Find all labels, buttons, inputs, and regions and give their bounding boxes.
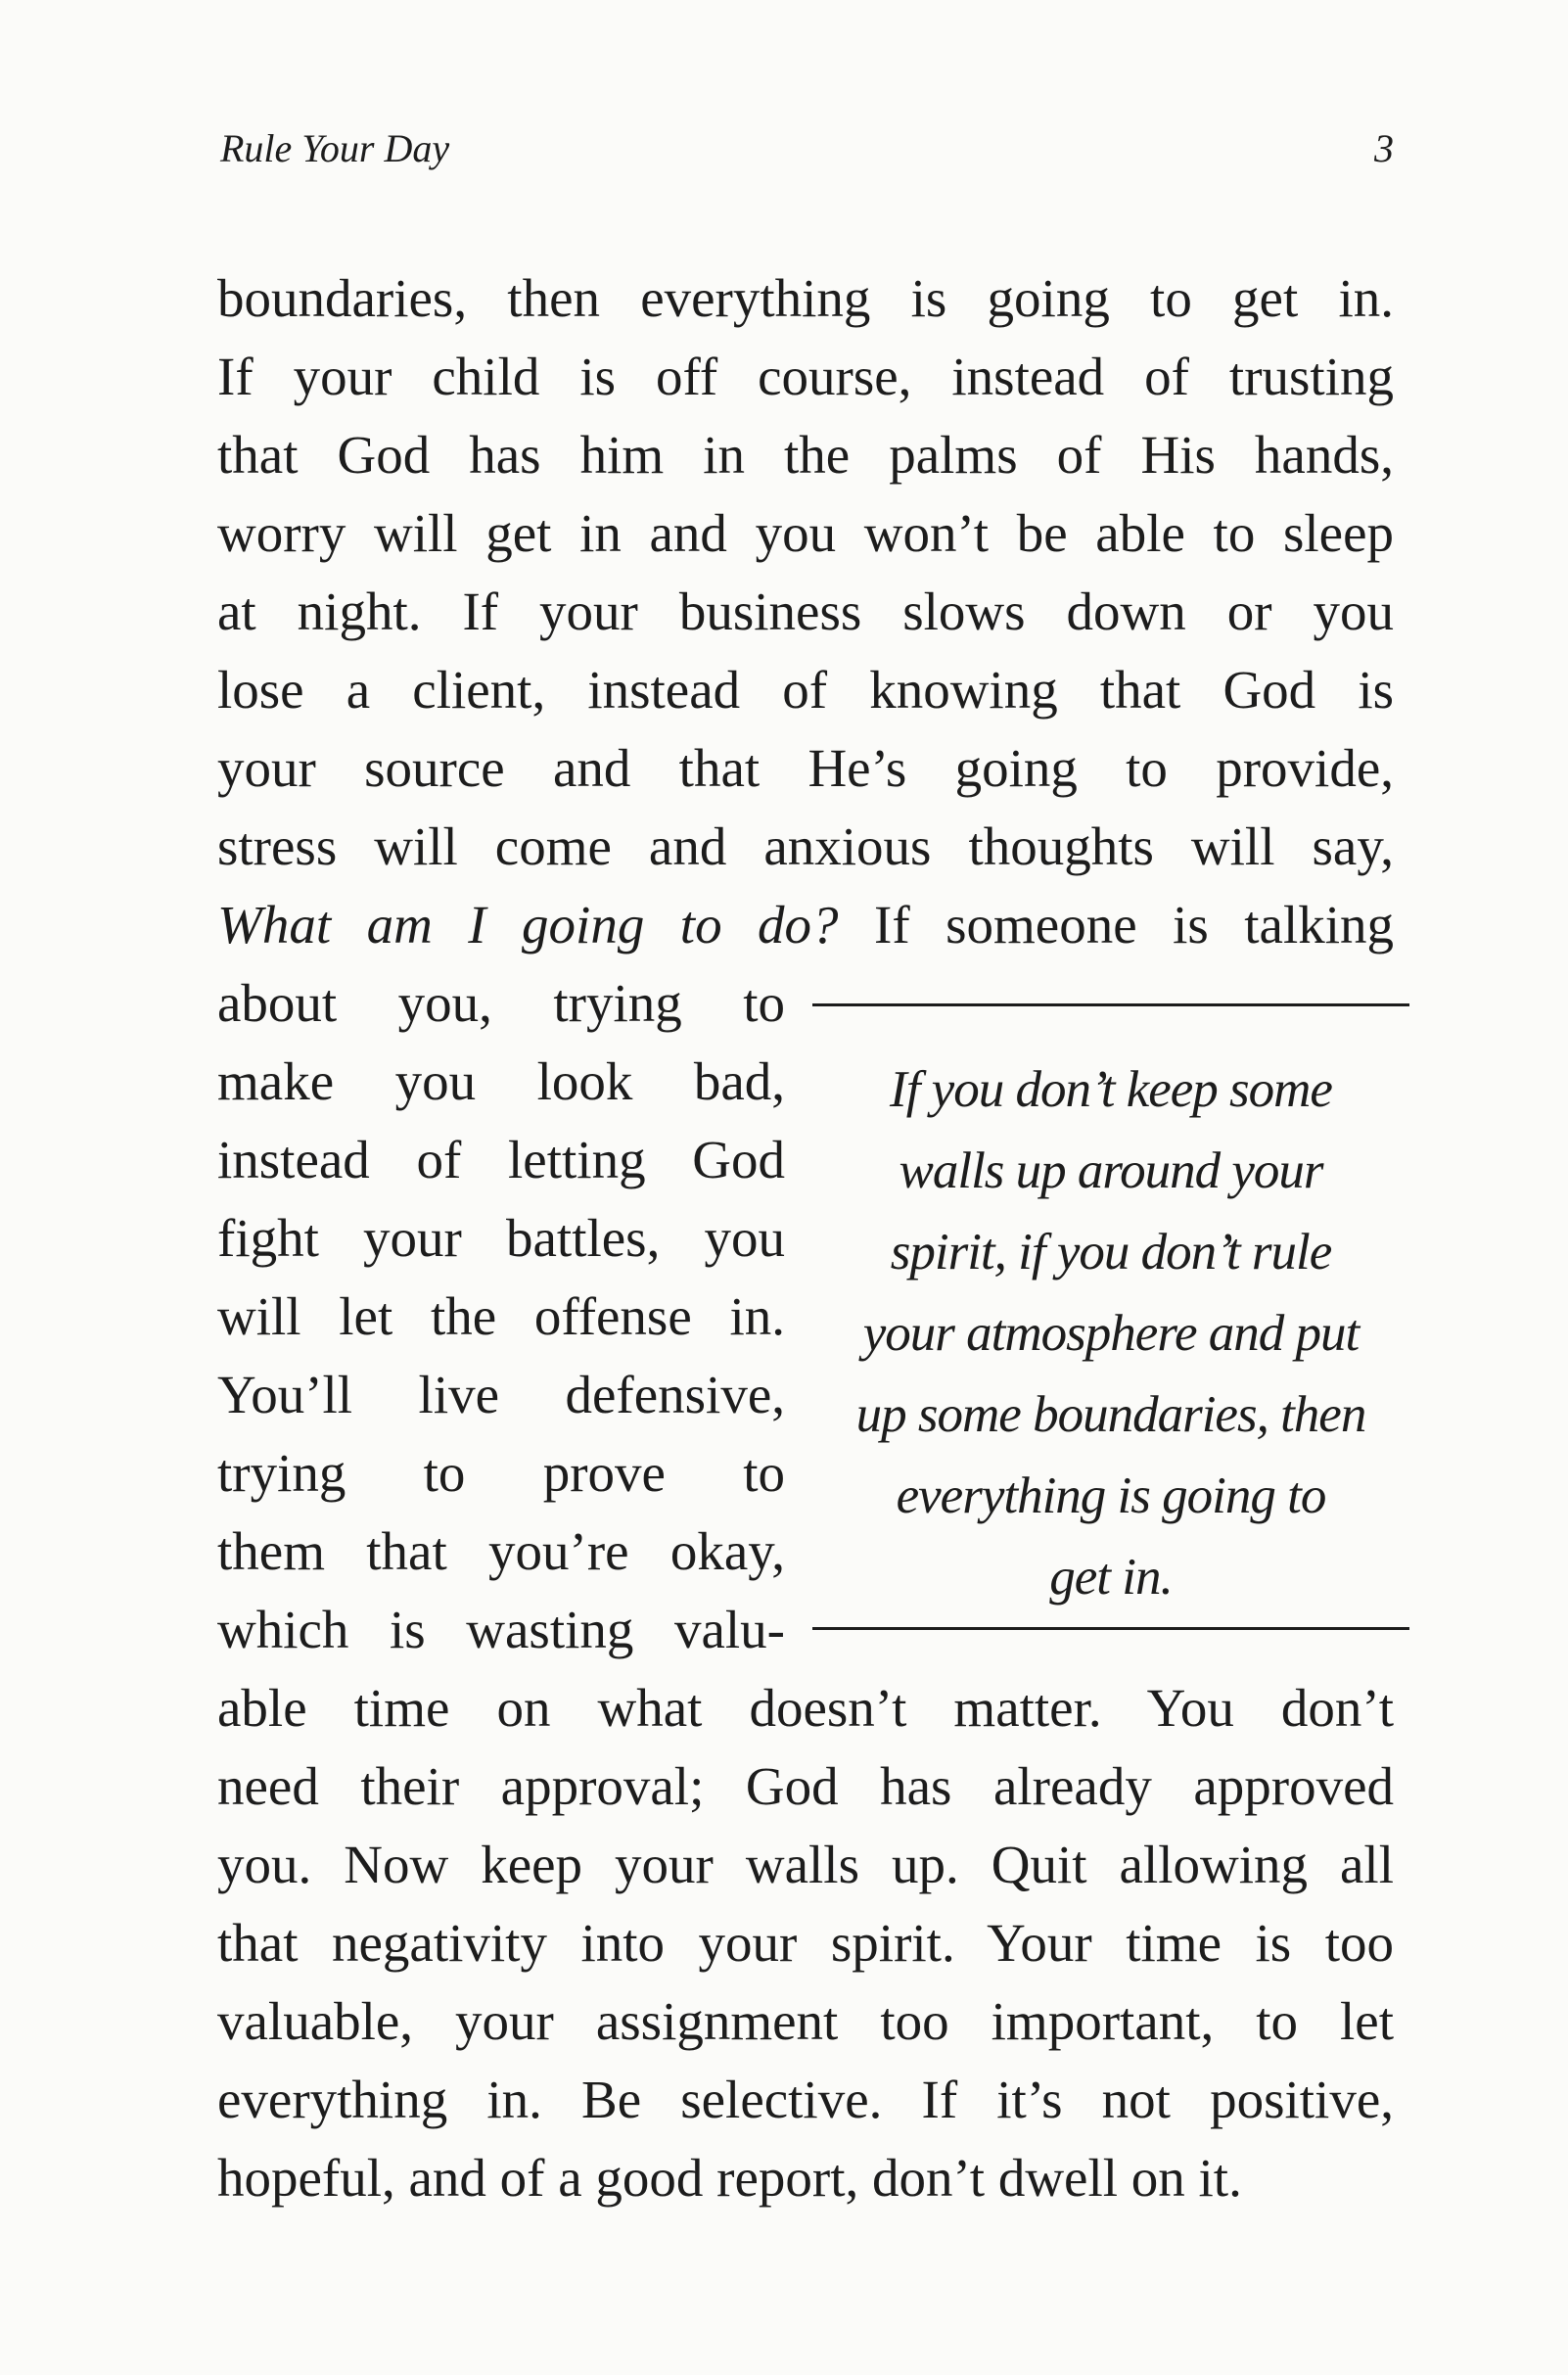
body-line: at night. If your business slows down or you	[217, 582, 1394, 641]
body-line: boundaries, then everything is going to get in.	[217, 268, 1394, 328]
pull-quote-line: up some boundaries, then	[855, 1386, 1366, 1443]
pull-quote	[812, 996, 1409, 1622]
page-number: 3	[1374, 126, 1394, 170]
body-line: You’ll live defensive,	[217, 1365, 785, 1424]
body-line: need their approval; God has already approved	[217, 1756, 1394, 1816]
pull-quote-line: get in.	[1049, 1549, 1173, 1606]
pull-quote-line: If you don’t keep some	[890, 1061, 1332, 1118]
italic-thought: What am I going to do?	[217, 895, 839, 955]
body-line: fight your battles, you	[217, 1208, 785, 1268]
pull-quote-line: spirit, if you don’t rule	[890, 1224, 1332, 1281]
body-line: trying to prove to	[217, 1443, 785, 1503]
body-text-bottom	[217, 1669, 1394, 2217]
body-line: able time on what doesn’t matter. You don’t	[217, 1678, 1394, 1738]
pull-quote-text	[812, 1049, 1409, 1618]
body-line: instead of letting God	[217, 1130, 785, 1189]
body-line: them that you’re okay,	[217, 1521, 785, 1581]
pull-quote-line: walls up around your	[899, 1142, 1323, 1199]
pull-quote-top-rule	[812, 1003, 1409, 1006]
body-line: everything in. Be selective. If it’s not positive,	[217, 2070, 1394, 2129]
pull-quote-bottom-rule	[812, 1627, 1409, 1630]
body-line: valuable, your assignment too important, to let	[217, 1991, 1394, 2051]
body-line: about you, trying to	[217, 973, 785, 1033]
body-line: you. Now keep your walls up. Quit allowing all	[217, 1835, 1394, 1894]
body-line: your source and that He’s going to provide,	[217, 738, 1394, 798]
body-text-left-column	[217, 964, 785, 1669]
body-line-rest: If someone is talking	[838, 895, 1394, 955]
body-line: hopeful, and of a good report, don’t dwell on it.	[217, 2148, 1242, 2208]
running-head: Rule Your Day	[220, 126, 450, 170]
body-text-top	[217, 259, 1394, 964]
body-line: will let the offense in.	[217, 1286, 785, 1346]
pull-quote-line: your atmosphere and put	[862, 1305, 1360, 1362]
body-line-with-italic	[217, 886, 1394, 964]
body-line: that God has him in the palms of His hands,	[217, 425, 1394, 485]
body-line: If your child is off course, instead of trusting	[217, 347, 1394, 406]
body-line: make you look bad,	[217, 1051, 785, 1111]
pull-quote-line: everything is going to	[896, 1467, 1326, 1524]
body-line: worry will get in and you won’t be able to sleep	[217, 503, 1394, 563]
body-line: lose a client, instead of knowing that God is	[217, 660, 1394, 720]
body-line: which is wasting valu-	[217, 1600, 785, 1659]
body-line: stress will come and anxious thoughts will say,	[217, 816, 1394, 876]
body-line: that negativity into your spirit. Your time is too	[217, 1913, 1394, 1973]
